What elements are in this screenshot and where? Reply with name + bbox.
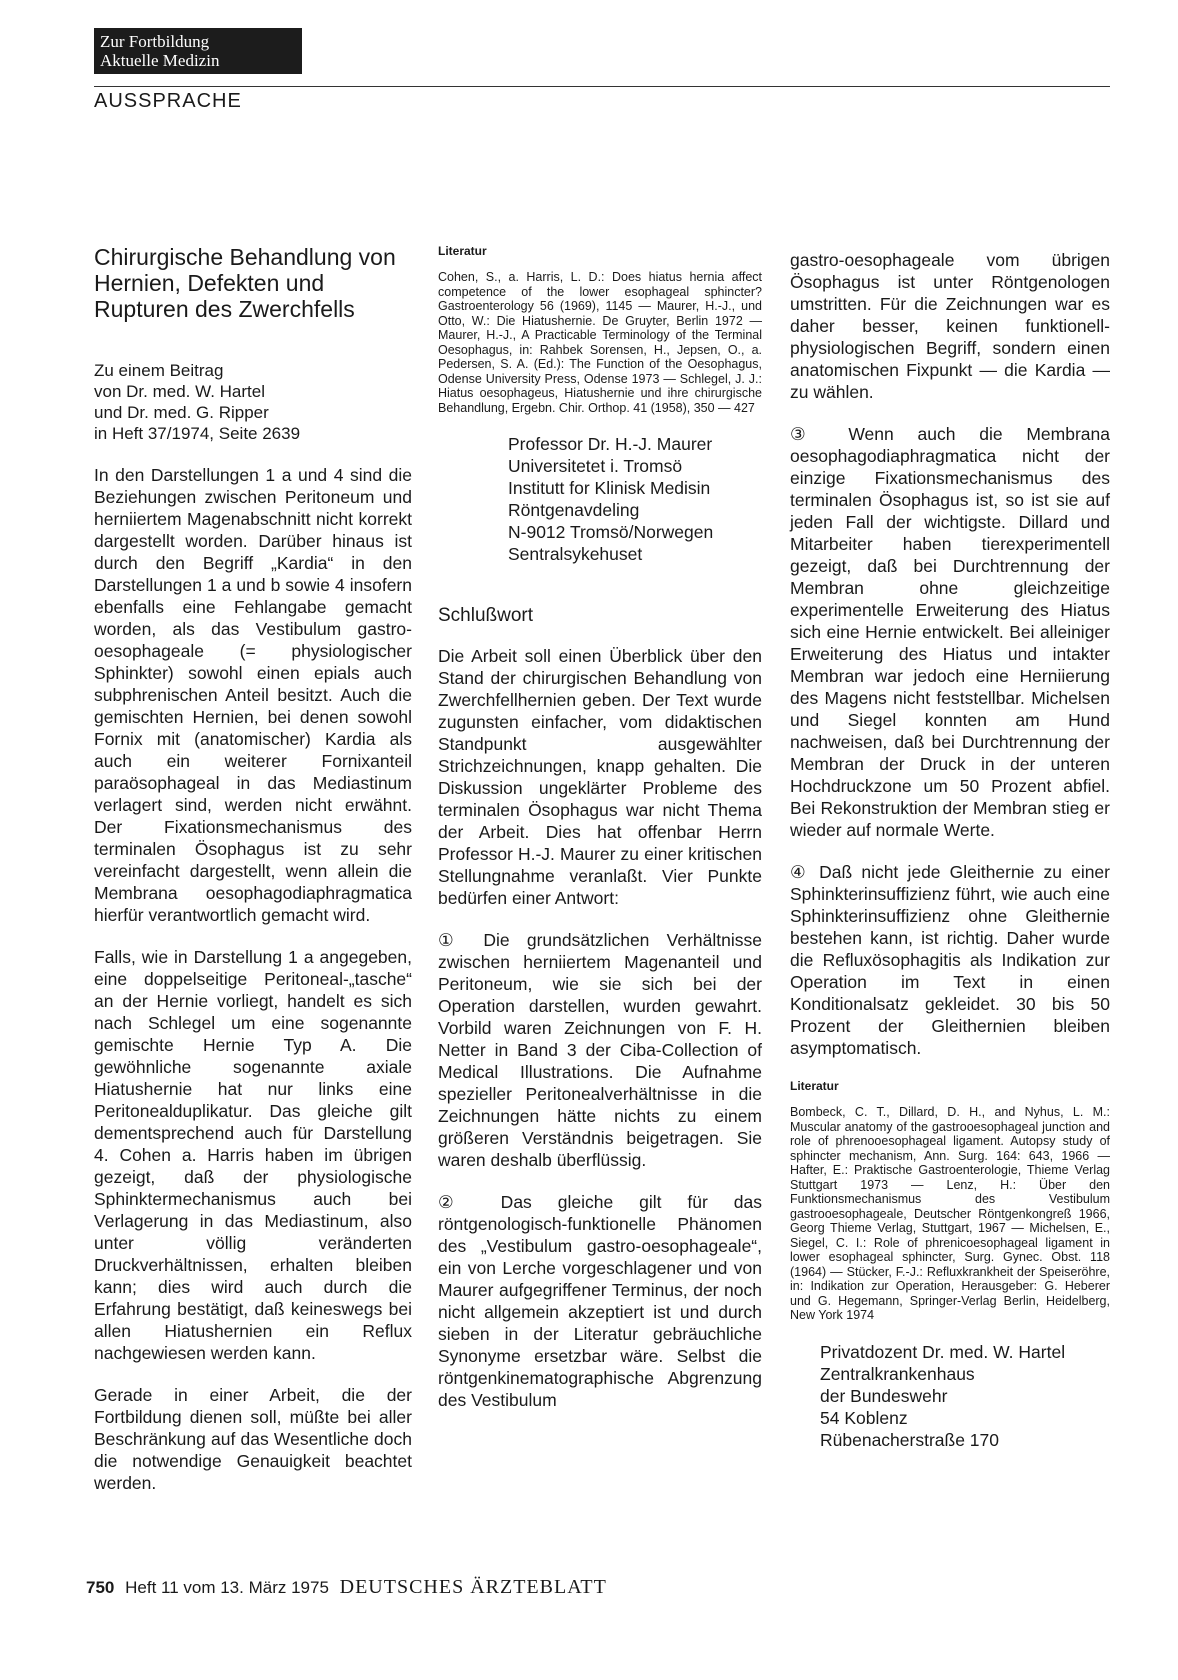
section-label: AUSSPRACHE — [94, 90, 242, 112]
intro-line: und Dr. med. G. Ripper — [94, 403, 269, 422]
address-line: Zentralkrankenhaus — [820, 1363, 975, 1384]
header-rule — [94, 86, 1110, 87]
literature-heading: Literatur — [790, 1079, 839, 1093]
literature-list: Bombeck, C. T., Dillard, D. H., and Nyhus, L. M.: Muscular anatomy of the gastrooesophageal junction and role of phrenooesophageal ligament. Autopsy study of sphincter mechanism, Ann. Surg. 164: 643, 1966 — Hafter, E.: Praktische Gastroenterologie, Thieme Verlag Stuttgart 1973 — Lenz, H.: Über den Funktionsmechanismus des Vestibulum gastrooesophageale, Deutscher Röntgenkongreß 1966, Georg Thieme Verlag, Stuttgart, 1967 — Michelsen, E., Siegel, C. I.: Role of phrenicoesophageal ligament in lower esophageal sphincter, Surg. Gynec. Obst. 118 (1964) — Stücker, F.-J.: Refluxkrankheit der Speiseröhre, in: Indikation zur Operation, Herausgeber: G. Heberer und G. Hegemann, Springer-Verlag Berlin, Heidelberg, New York 1974 — [790, 1105, 1110, 1322]
column-3 — [790, 249, 1110, 1451]
body-text-col1 — [94, 464, 412, 1494]
paragraph: ④ Daß nicht jede Gleithernie zu einer Sphinkterinsuffizienz führt, wie auch eine Sphinkterinsuffizienz ohne Gleithernie bestehen kann, ist richtig. Daher wurde die Refluxösophagitis als Indikation zur Operation im Text in einen Konditionalsatz gekleidet. 30 bis 50 Prozent der Gleithernien bleiben asymptomatisch. — [790, 862, 1110, 1058]
intro-line: von Dr. med. W. Hartel — [94, 382, 265, 401]
author-address — [820, 1341, 1110, 1451]
address-line: Sentralsykehuset — [508, 544, 643, 564]
page-footer — [86, 1576, 607, 1599]
issue-info: Heft 11 vom 13. März 1975 — [125, 1578, 329, 1597]
paragraph: Gerade in einer Arbeit, die der Fortbildung dienen soll, müßte bei aller Beschränkung auf das Wesentliche doch die notwendige Genauigkeit beachtet werden. — [94, 1385, 412, 1493]
magazine-name: DEUTSCHES ÄRZTEBLATT — [339, 1576, 607, 1598]
author-address — [508, 433, 762, 565]
address-line: 54 Koblenz — [820, 1407, 908, 1428]
address-line: Privatdozent Dr. med. W. Hartel — [820, 1341, 1066, 1362]
column-1 — [94, 244, 412, 1514]
address-line: Universitetet i. Tromsö — [508, 456, 683, 476]
address-line: Röntgenavdeling — [508, 500, 640, 520]
paragraph: ③ Wenn auch die Membrana oesophagodiaphragmatica nicht der einzige Fixationsmechanismus des terminalen Ösophagus ist, so ist sie auf jeden Fall der wichtigste. Dillard und Mitarbeiter haben tierexperimentell gezeigt, daß bei Durchtrennung der Membran ohne gleichzeitige experimentelle Erweiterung des Hiatus sich eine Hernie entwickelt. Bei alleiniger Erweiterung des Hiatus und intakter Membran war jedoch eine Herniierung des Magens nicht feststellbar. Michelsen und Siegel konnten am Hund nachweisen, daß bei Durchtrennung der Membran der Druck in der unteren Hochdruckzone um 50 Prozent abfiel. Bei Rekonstruktion der Membran stieg er wieder auf normale Werte. — [790, 424, 1110, 840]
address-line: der Bundeswehr — [820, 1385, 948, 1406]
address-line: Institutt for Klinisk Medisin — [508, 478, 711, 498]
paragraph: ② Das gleiche gilt für das röntgenologisch-funktionelle Phänomen des „Vestibulum gastro-oesophageale“, ein von Lerche vorgeschlagener und von Maurer aufgegriffener Terminus, der noch nicht allgemein akzeptiert ist und durch sieben in der Literatur gebräuchliche Synonyme ersetzbar wäre. Selbst die röntgenkinematographische Abgrenzung des Vestibulum — [438, 1192, 762, 1410]
paragraph: Die Arbeit soll einen Überblick über den Stand der chirurgischen Behandlung von Zwerchfellhernien geben. Der Text wurde zugunsten einfacher, vom didaktischen Standpunkt ausgewählter Strichzeichnungen, knapp gehalten. Die Diskussion ungeklärter Probleme des terminalen Ösophagus war nicht Thema der Arbeit. Dies hat offenbar Herrn Professor H.-J. Maurer zu einer kritischen Stellungnahme veranlaßt. Vier Punkte bedürfen einer Antwort: — [438, 646, 762, 908]
paragraph: gastro-oesophageale vom übrigen Ösophagus ist unter Röntgenologen umstritten. Für die Zeichnungen war es daher besser, keinen funktionell-physiologischen Begriff, sondern einen anatomischen Fixpunkt — die Kardia — zu wählen. — [790, 250, 1110, 402]
intro-block — [94, 360, 412, 444]
paragraph: In den Darstellungen 1 a und 4 sind die Beziehungen zwischen Peritoneum und herniiertem Magenabschnitt nicht korrekt dargestellt worden. Darüber hinaus ist durch den Begriff „Kardia“ in den Darstellungen 1 a und b sowie 4 insofern ebenfalls eine Fehlangabe gemacht worden, als das Vestibulum gastro-oesophageale (= physiologischer Sphinkter) sowohl einen epials auch subphrenischen Anteil besitzt. Auch die gemischten Hernien, bei denen sowohl Fornix mit (anatomischer) Kardia als auch ein weiterer Fornixanteil paraösophageal in das Mediastinum verlagert sind, werden nicht erwähnt. Der Fixationsmechanismus des terminalen Ösophagus ist zu sehr vereinfacht dargestellt, wenn allein die Membrana oesophagodiaphragmatica hierfür verantwortlich gemacht wird. — [94, 465, 412, 925]
badge-line-1: Zur Fortbildung — [100, 32, 210, 51]
literature-list: Cohen, S., a. Harris, L. D.: Does hiatus hernia affect competence of the lower esophageal sphincter? Gastroenterology 56 (1969), 1145 — Maurer, H.-J., und Otto, W.: Die Hiatushernie. De Gruyter, Berlin 1972 — Maurer, H.-J., A Practicable Terminology of the Terminal Oesophagus, in: Rahbek Sorensen, H., Jepsen, O., a. Pedersen, S. A. (Ed.): The Function of the Oesophagus, Odense University Press, Odense 1973 — Schlegel, J. J.: Hiatus oesophageus, Hiatushernie und ihre chirurgische Behandlung, Ergebn. Chir. Orthop. 41 (1958), 350 — 427 — [438, 270, 762, 415]
paragraph: ① Die grundsätzlichen Verhältnisse zwischen herniiertem Magenanteil und Peritoneum, wie sie sich bei der Operation darstellen, wurden gewahrt. Vorbild waren Zeichnungen von F. H. Netter in Band 3 der Ciba-Collection of Medical Illustrations. Die Aufnahme spezieller Peritonealverhältnisse in die Zeichnungen hätte nichts zu einem größeren Verständnis beigetragen. Sie waren deshalb überflüssig. — [438, 930, 762, 1170]
page-number: 750 — [86, 1578, 115, 1597]
intro-line: Zu einem Beitrag — [94, 361, 224, 380]
address-line: Professor Dr. H.-J. Maurer — [508, 434, 713, 454]
paragraph: Falls, wie in Darstellung 1 a angegeben, eine doppelseitige Peritoneal-„tasche“ an der Hernie vorliegt, handelt es sich nach Schlegel um eine sogenannte gemischte Hernie Typ A. Die gewöhnliche sogenannte axiale Hiatushernie hat nur links eine Peritonealduplikatur. Das gleiche gilt dementsprechend auch für Darstellung 4. Cohen a. Harris haben im übrigen gezeigt, daß der physiologische Sphinktermechanismus auch bei Verlagerung in das Mediastinum, also unter völlig veränderten Druckverhältnissen, erhalten bleiben kann; dies wird auch durch die Erfahrung bestätigt, daß keineswegs bei allen Hiatushernien ein Reflux nachgewiesen werden kann. — [94, 947, 412, 1363]
address-line: Rübenacherstraße 170 — [820, 1429, 999, 1450]
address-line: N-9012 Tromsö/Norwegen — [508, 522, 714, 542]
intro-line: in Heft 37/1974, Seite 2639 — [94, 424, 301, 443]
badge-line-2: Aktuelle Medizin — [100, 51, 220, 70]
body-text-col2 — [438, 645, 762, 1411]
body-text-col3 — [790, 249, 1110, 1059]
literature-heading: Literatur — [438, 244, 487, 258]
article-title: Chirurgische Behandlung von Hernien, Defekten und Rupturen des Zwerchfells — [94, 244, 396, 322]
section-badge — [94, 28, 302, 74]
closing-heading: Schlußwort — [438, 605, 534, 626]
column-2 — [438, 244, 762, 1431]
